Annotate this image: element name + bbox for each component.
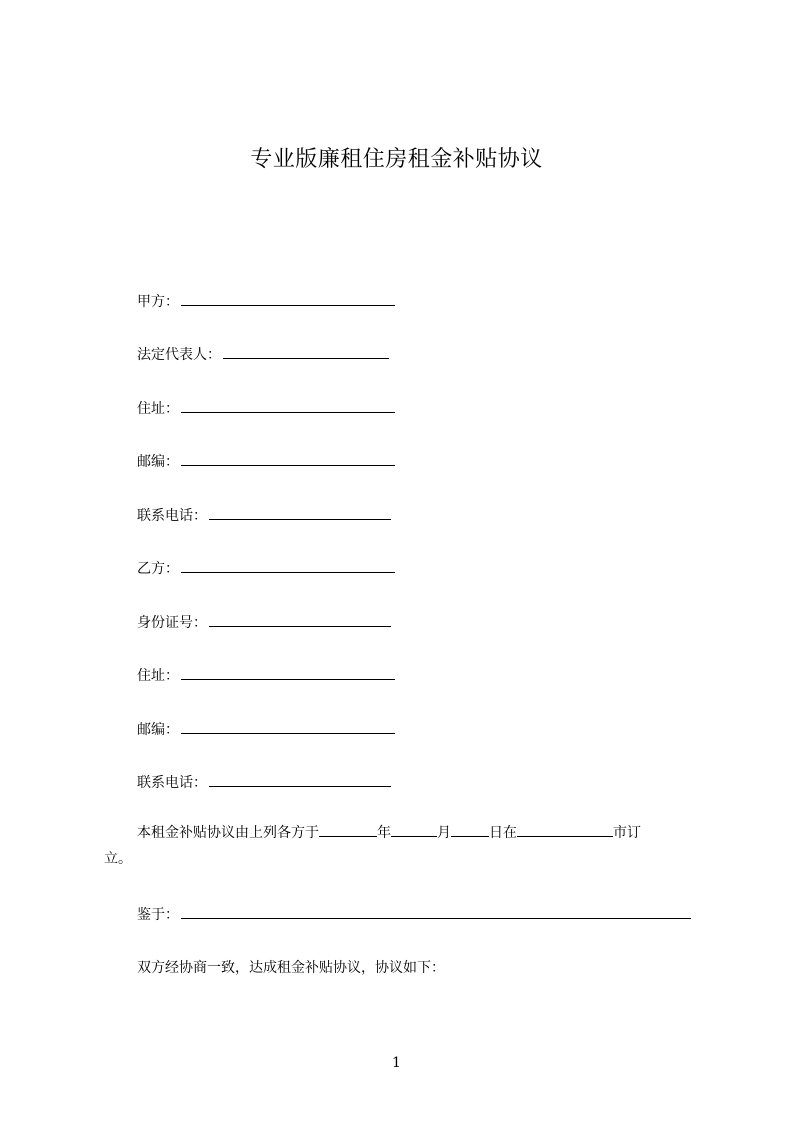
city-blank[interactable] bbox=[517, 822, 613, 837]
party-b-label: 乙方： bbox=[137, 561, 179, 577]
agreement-text-part2: 市订 bbox=[613, 825, 641, 841]
id-number-label: 身份证号： bbox=[137, 615, 207, 631]
legal-representative-field bbox=[137, 344, 389, 365]
agreement-text-part3: 立。 bbox=[104, 851, 132, 867]
legal-representative-label: 法定代表人： bbox=[137, 347, 221, 363]
party-a-postcode-field bbox=[137, 451, 395, 472]
party-a-postcode-label: 邮编： bbox=[137, 454, 179, 470]
party-b-phone-blank[interactable] bbox=[209, 772, 391, 787]
party-a-blank[interactable] bbox=[181, 291, 395, 306]
party-b-phone-field bbox=[137, 772, 391, 793]
whereas-label: 鉴于： bbox=[137, 907, 179, 923]
year-blank[interactable] bbox=[319, 822, 377, 837]
month-blank[interactable] bbox=[391, 822, 437, 837]
party-a-phone-field bbox=[137, 505, 391, 526]
party-a-address-blank[interactable] bbox=[181, 398, 395, 413]
day-blank[interactable] bbox=[451, 822, 489, 837]
agreement-date-paragraph bbox=[104, 820, 704, 872]
party-b-address-label: 住址： bbox=[137, 668, 179, 684]
party-a-field bbox=[137, 291, 395, 312]
month-label: 月 bbox=[437, 825, 451, 841]
party-a-phone-blank[interactable] bbox=[209, 505, 391, 520]
day-label: 日在 bbox=[489, 825, 517, 841]
closing-statement: 双方经协商一致，达成租金补贴协议，协议如下： bbox=[137, 960, 445, 976]
legal-representative-blank[interactable] bbox=[223, 344, 389, 359]
party-b-postcode-blank[interactable] bbox=[181, 719, 395, 734]
party-a-label: 甲方： bbox=[137, 294, 179, 310]
party-a-postcode-blank[interactable] bbox=[181, 451, 395, 466]
party-b-postcode-label: 邮编： bbox=[137, 722, 179, 738]
party-b-address-field bbox=[137, 665, 395, 686]
id-number-blank[interactable] bbox=[209, 612, 391, 627]
page-number: 1 bbox=[392, 1055, 401, 1071]
whereas-blank[interactable] bbox=[181, 904, 691, 919]
party-b-address-blank[interactable] bbox=[181, 665, 395, 680]
whereas-field bbox=[137, 904, 691, 925]
party-a-address-label: 住址： bbox=[137, 401, 179, 417]
party-b-postcode-field bbox=[137, 719, 395, 740]
id-number-field bbox=[137, 612, 391, 633]
document-title: 专业版廉租住房租金补贴协议 bbox=[250, 147, 543, 172]
party-b-phone-label: 联系电话： bbox=[137, 775, 207, 791]
agreement-text-part1: 本租金补贴协议由上列各方于 bbox=[137, 825, 319, 841]
party-a-address-field bbox=[137, 398, 395, 419]
party-b-field bbox=[137, 558, 395, 579]
party-b-blank[interactable] bbox=[181, 558, 395, 573]
year-label: 年 bbox=[377, 825, 391, 841]
party-a-phone-label: 联系电话： bbox=[137, 508, 207, 524]
